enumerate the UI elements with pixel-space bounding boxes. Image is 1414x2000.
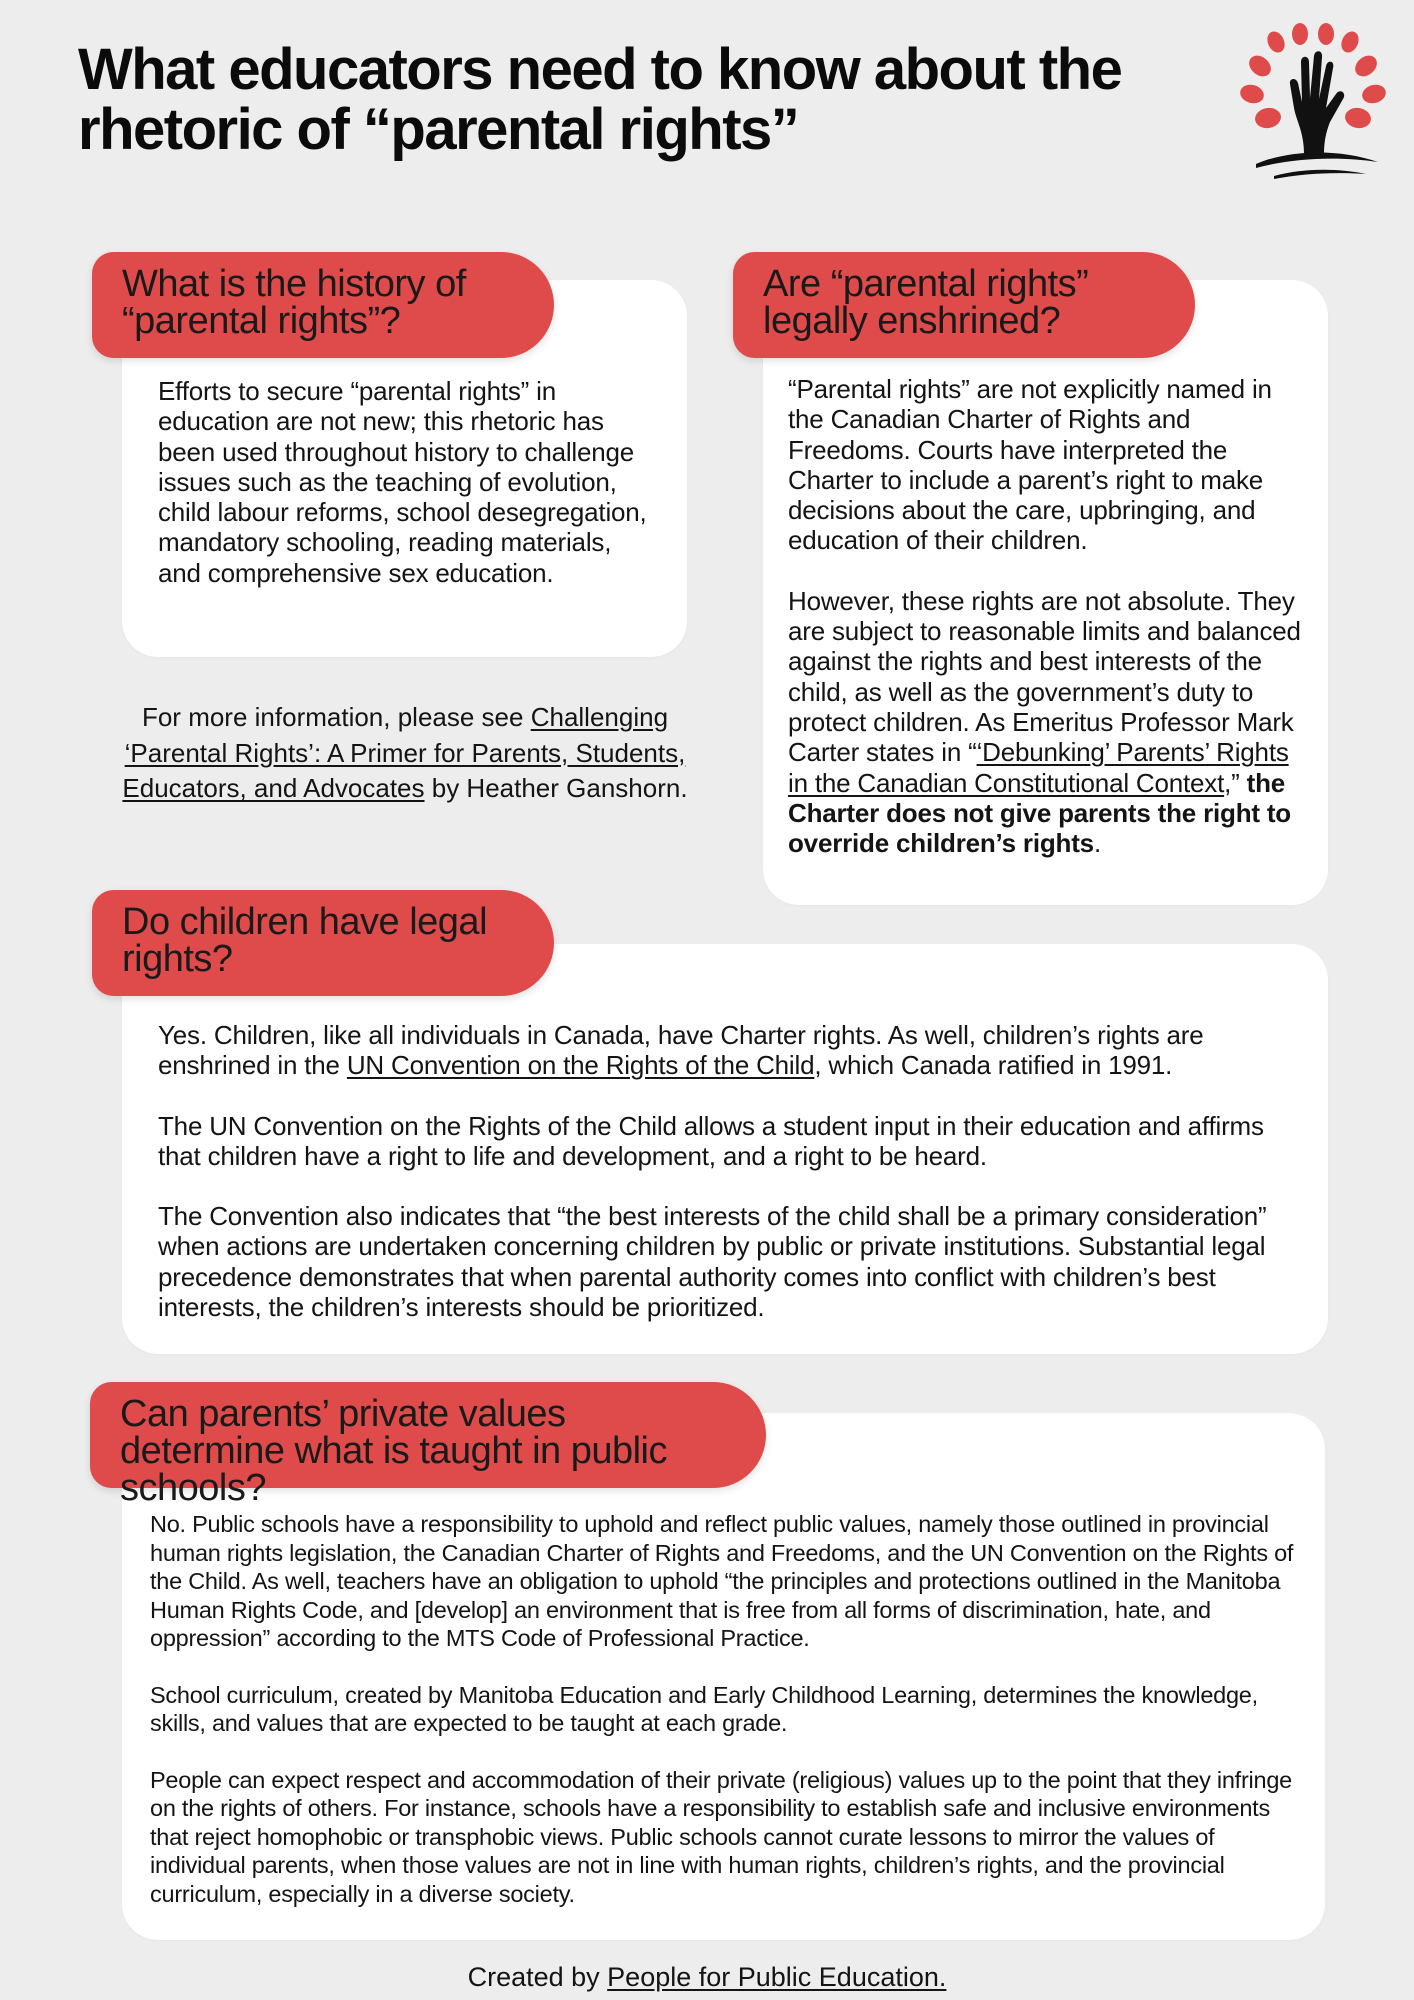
- children-p1-text: Yes. Children, like all individuals in Canada, have Charter rights. As well, children’s rights are enshrined in the: [158, 1020, 1204, 1081]
- history-body: [158, 376, 658, 588]
- footer: [0, 1962, 1414, 1993]
- values-paragraph-3: People can expect respect and accommodation of their private (religious) values up to the point that they infringe on the rights of others. For instance, schools have a responsibility to establish safe and inclusive environments that reject homophobic or transphobic views. Public schools cannot curate lessons to mirror the values of individual parents, when those values are not in line with human rights, children’s rights, and the provincial curriculum, especially in a diverse society.: [150, 1766, 1292, 1907]
- children-paragraph-2: The UN Convention on the Rights of the Child allows a student input in their education and affirms that children have a right to life and development, and a right to be heard.: [158, 1110, 1264, 1171]
- history-heading: What is the history of “parental rights”?: [92, 252, 554, 358]
- children-body: [158, 1020, 1308, 1322]
- primer-link[interactable]: Challenging ‘Parental Rights’: A Primer for Parents, Students, Educators, and Advocates: [122, 702, 686, 803]
- enshrined-body: [788, 374, 1308, 858]
- children-paragraph-3: The Convention also indicates that “the best interests of the child shall be a primary consideration” when actions are undertaken concerning children by public or private institutions. Substantial legal precedence demonstrates that when parental authority comes into conflict with children’s best interests, the children’s interests should be prioritized.: [158, 1201, 1267, 1323]
- children-heading: Do children have legal rights?: [92, 890, 554, 996]
- enshrined-paragraph-2: [788, 586, 1308, 859]
- values-paragraph-1: No. Public schools have a responsibility to uphold and reflect public values, namely those outlined in provincial human rights legislation, the Canadian Charter of Rights and Freedoms, and the UN Convention on the Rights of the Child. As well, teachers have an obligation to uphold “the principles and protections outlined in the Manitoba Human Rights Code, and [develop] an environment that is free from all forms of discrimination, hate, and oppression” according to the MTS Code of Professional Practice.: [150, 1511, 1294, 1651]
- history-paragraph: Efforts to secure “parental rights” in education are not new; this rhetoric has been used throughout history to challenge issues such as the teaching of evolution, child labour reforms, school desegregation, mandatory schooling, reading materials, and comprehensive sex education.: [158, 376, 647, 588]
- footer-prefix: Created by: [467, 1962, 608, 1992]
- enshrined-paragraph-1: “Parental rights” are not explicitly named in the Canadian Charter of Rights and Freedoms. Courts have interpreted the Charter to include a parent’s right to make decisions about the care, upbringing, and education of their children.: [788, 374, 1272, 556]
- enshrined-p2-end: .: [1093, 828, 1101, 859]
- enshrined-p2-text: However, these rights are not absolute. They are subject to reasonable limits and balanced against the rights and best interests of the child, as well as the government’s duty to protect children. As Emeritus Professor Mark Carter states in “: [788, 585, 1301, 768]
- children-p1-end: , which Canada ratified in 1991.: [814, 1050, 1173, 1081]
- debunking-link[interactable]: ‘Debunking’ Parents’ Rights in the Canadian Constitutional Context: [788, 737, 1289, 798]
- enshrined-p2-bold: the Charter does not give parents the right to override children’s rights: [788, 767, 1291, 859]
- values-paragraph-2: School curriculum, created by Manitoba Education and Early Childhood Learning, determines the knowledge, skills, and values that are expected to be taught at each grade.: [150, 1681, 1258, 1736]
- people-for-public-education-link[interactable]: People for Public Education.: [607, 1962, 947, 1992]
- more-info-suffix: by Heather Ganshorn.: [424, 773, 688, 803]
- enshrined-heading: Are “parental rights” legally enshrined?: [733, 252, 1195, 358]
- tree-hand-icon: [1238, 22, 1388, 182]
- values-body: [150, 1510, 1300, 1908]
- more-info-note: [110, 700, 700, 807]
- page-title: What educators need to know about the rhetoric of “parental rights”: [78, 37, 1122, 162]
- enshrined-p2-mid: ,”: [1224, 767, 1247, 798]
- more-info-prefix: For more information, please see: [141, 702, 531, 732]
- un-convention-link[interactable]: UN Convention on the Rights of the Child: [346, 1050, 815, 1081]
- values-heading: Can parents’ private values determine what is taught in public schools?: [90, 1382, 766, 1488]
- children-paragraph-1: [158, 1020, 1308, 1081]
